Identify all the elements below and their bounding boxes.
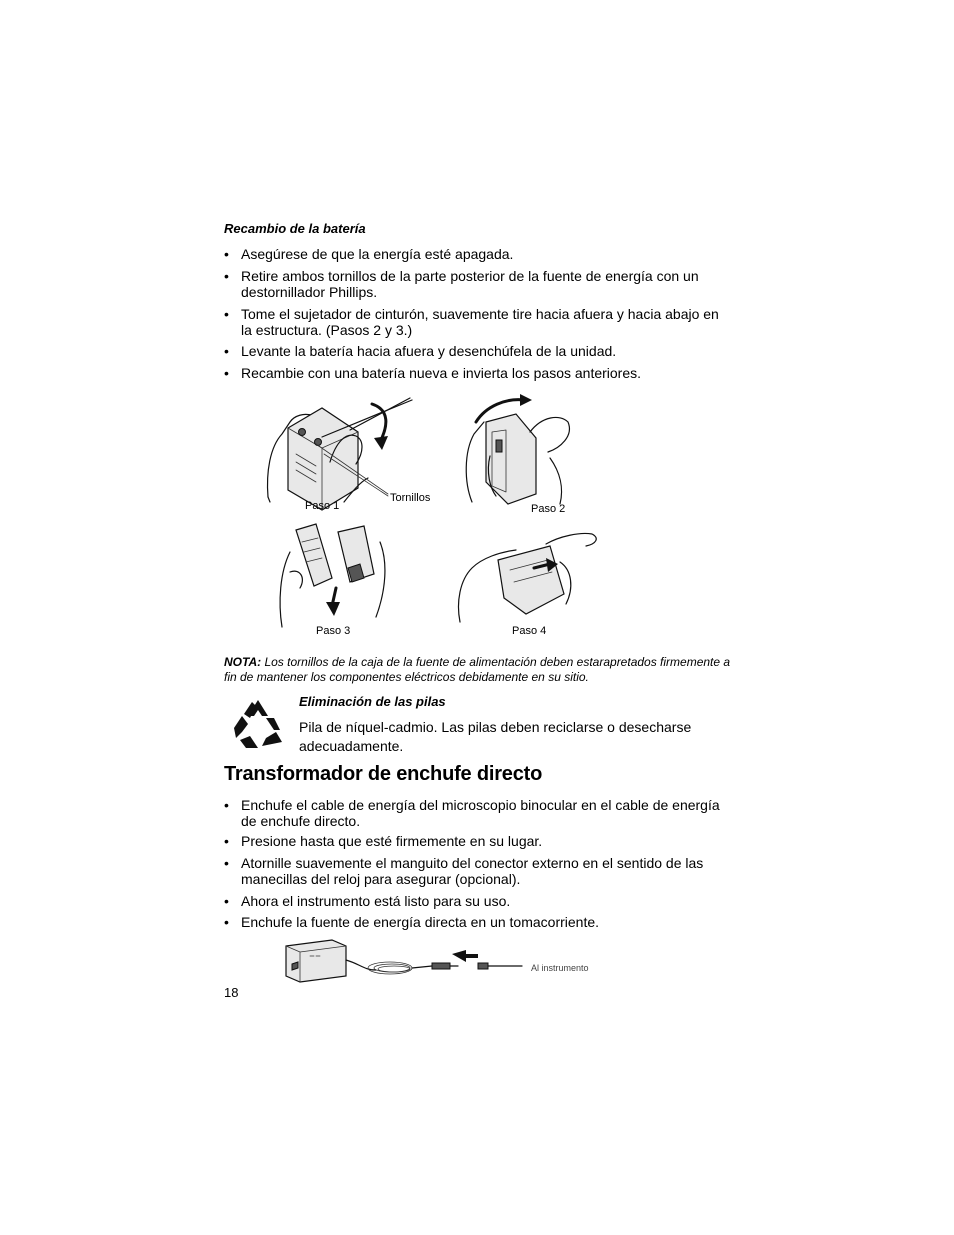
to-instrument-label: Al instrumento xyxy=(531,963,589,973)
label-step4: Paso 4 xyxy=(512,625,547,637)
disposal-text: Pila de níquel-cadmio. Las pilas deben reciclarse o desecharse adecuadamente. xyxy=(299,719,692,754)
label-step2: Paso 2 xyxy=(531,503,566,515)
note xyxy=(224,655,734,685)
battery-section-title: Recambio de la batería xyxy=(224,221,366,236)
note-text: Los tornillos de la caja de la fuente de alimentación deben estarapretados firmemente a fin de mantener los componentes eléctricos debidamente en su sitio. xyxy=(224,655,731,684)
label-step3: Paso 3 xyxy=(316,625,351,637)
step2-drawing xyxy=(466,394,569,504)
recycle-icon xyxy=(232,698,284,750)
label-screws: Tornillos xyxy=(390,492,431,504)
note-label: NOTA: xyxy=(224,655,262,669)
step4-drawing xyxy=(459,533,597,622)
transformer-section-title: Transformador de enchufe directo xyxy=(224,763,543,785)
battery-replacement-illustration xyxy=(260,392,620,642)
disposal-title: Eliminación de las pilas xyxy=(299,694,446,709)
label-step1: Paso 1 xyxy=(305,500,340,512)
page-number: 18 xyxy=(224,985,239,1000)
step3-drawing xyxy=(280,524,385,627)
transformer-illustration xyxy=(282,936,532,986)
